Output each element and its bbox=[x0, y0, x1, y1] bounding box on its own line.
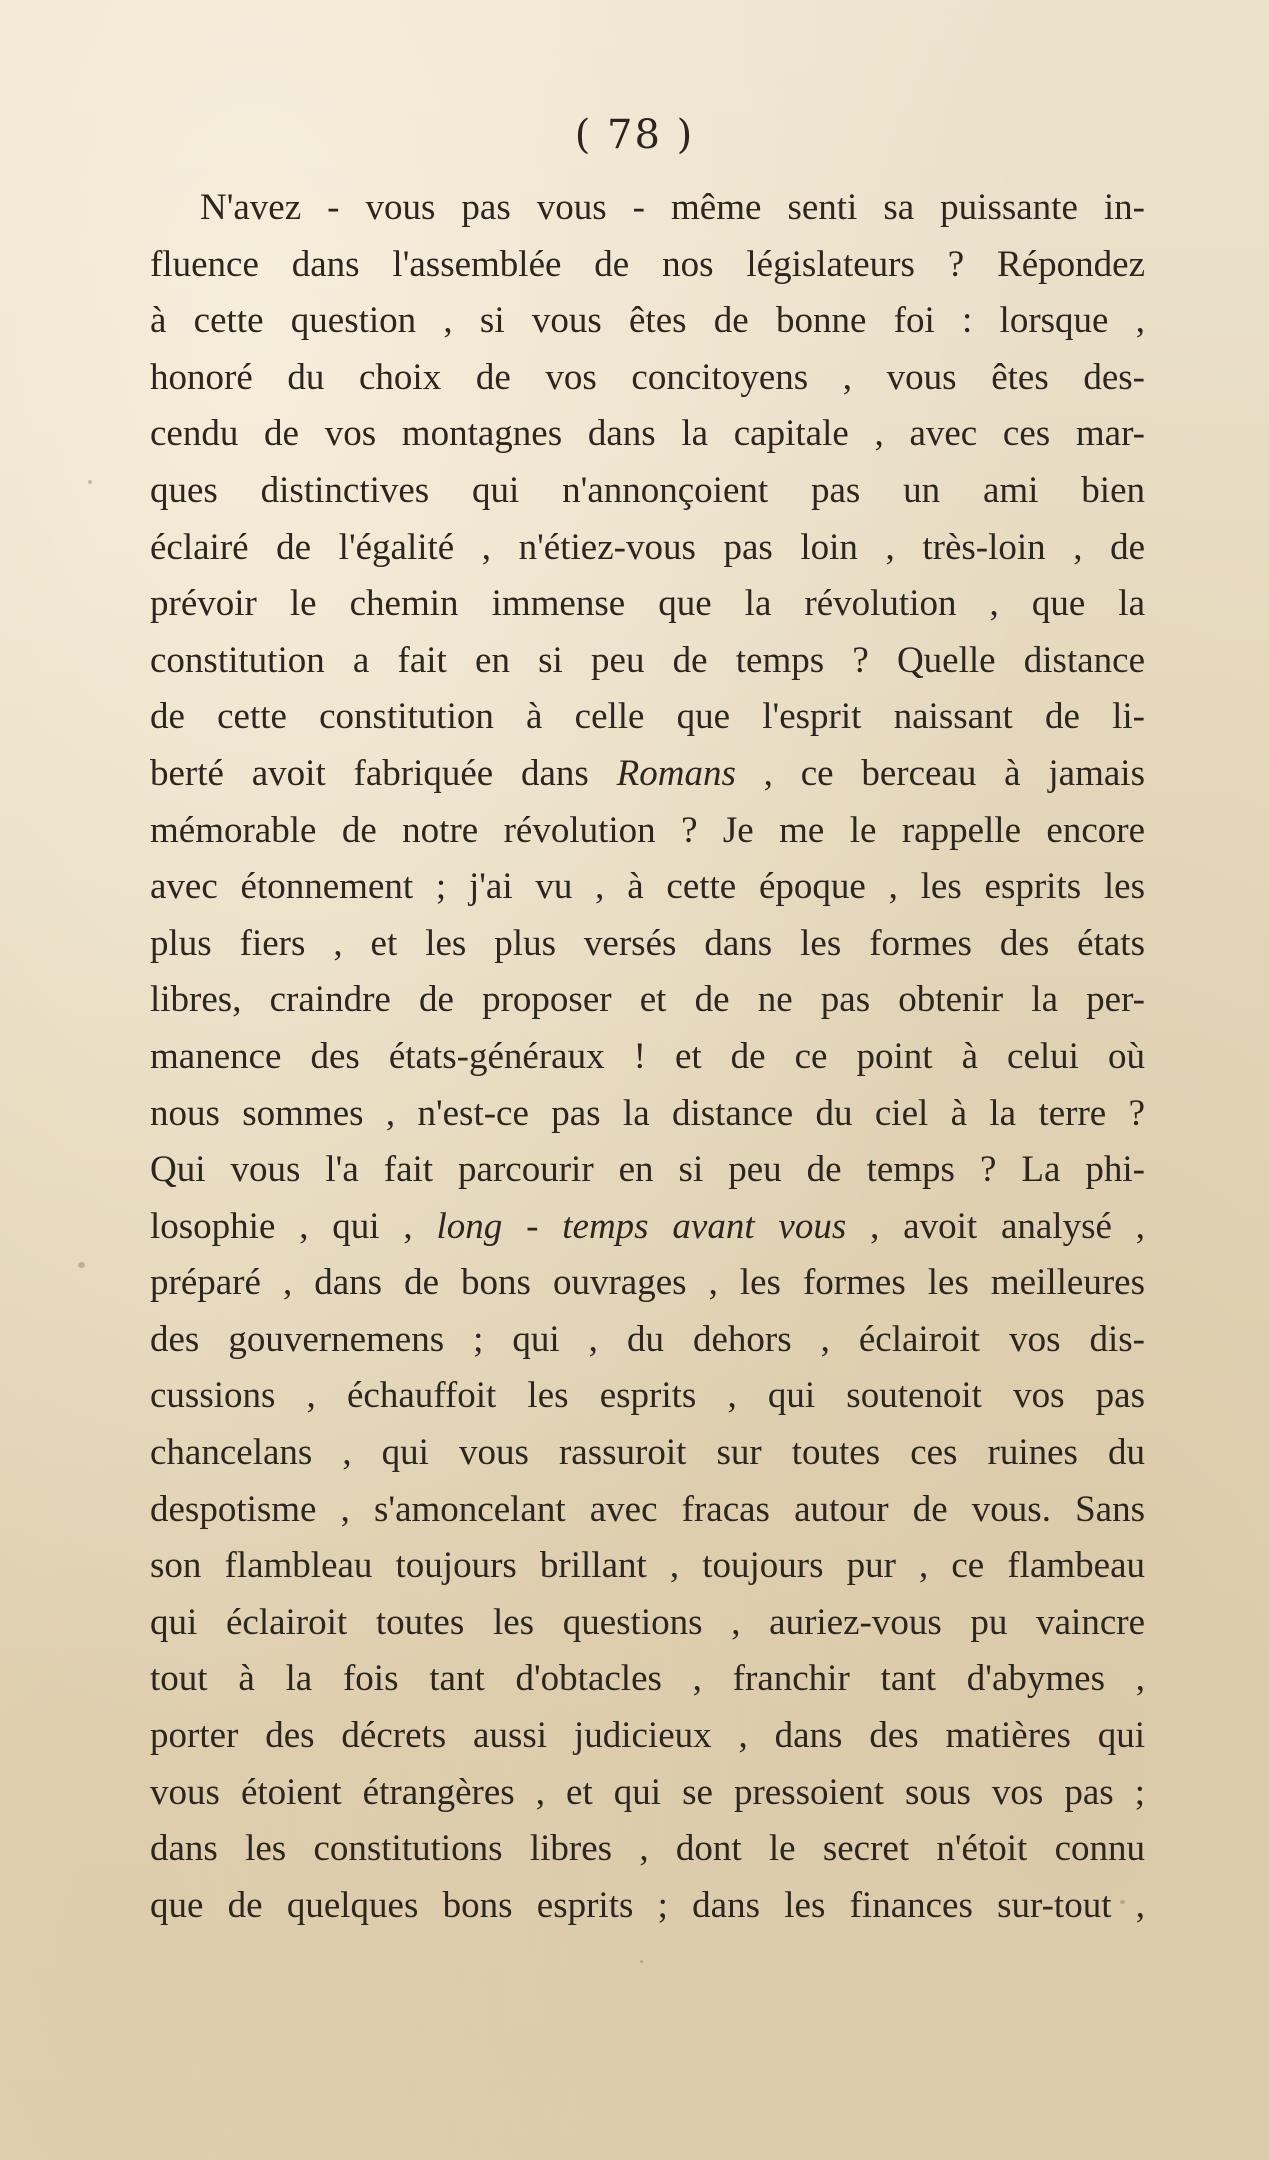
text-segment: prévoir le chemin immense que la révolution , que la bbox=[150, 583, 1145, 625]
text-segment: cussions , échauffoit les esprits , qui soutenoit vos pas bbox=[150, 1375, 1145, 1417]
paper-speck bbox=[640, 1960, 643, 1963]
text-segment: des gouvernemens ; qui , du dehors , éclairoit vos dis- bbox=[150, 1318, 1145, 1360]
text-line bbox=[150, 1199, 1145, 1256]
text-segment: tout à la fois tant d'obtacles , franchir tant d'abymes , bbox=[150, 1658, 1145, 1700]
page-number: ( 78 ) bbox=[574, 112, 695, 158]
text-line bbox=[150, 1821, 1145, 1878]
text-line bbox=[150, 1651, 1145, 1708]
text-line bbox=[150, 1086, 1145, 1143]
paper-speck bbox=[78, 1262, 85, 1268]
text-line bbox=[150, 1255, 1145, 1312]
text-line bbox=[150, 972, 1145, 1029]
text-segment: honoré du choix de vos concitoyens , vous êtes des- bbox=[150, 356, 1145, 398]
text-line bbox=[150, 1538, 1145, 1595]
italic-text: Romans bbox=[616, 752, 736, 794]
text-segment: berté avoit fabriquée dans bbox=[150, 752, 617, 794]
text-segment: , avoit analysé , bbox=[846, 1205, 1145, 1247]
text-line bbox=[150, 1425, 1145, 1482]
text-line bbox=[150, 406, 1145, 463]
text-segment: nous sommes , n'est-ce pas la distance du ciel à la terre ? bbox=[150, 1092, 1145, 1134]
text-segment: son flambleau toujours brillant , toujours pur , ce flambeau bbox=[150, 1545, 1145, 1587]
text-line bbox=[150, 689, 1145, 746]
text-segment: vous étoient étrangères , et qui se pressoient sous vos pas ; bbox=[150, 1771, 1145, 1813]
text-segment: mémorable de notre révolution ? Je me le rappelle encore bbox=[150, 809, 1145, 851]
text-line bbox=[150, 859, 1145, 916]
text-line bbox=[150, 293, 1145, 350]
text-segment: préparé , dans de bons ouvrages , les formes les meilleures bbox=[150, 1262, 1145, 1304]
text-segment: dans les constitutions libres , dont le secret n'étoit connu bbox=[150, 1828, 1145, 1870]
text-line bbox=[150, 633, 1145, 690]
text-segment: ques distinctives qui n'annonçoient pas un ami bien bbox=[150, 469, 1145, 511]
text-segment: cendu de vos montagnes dans la capitale , avec ces mar- bbox=[150, 413, 1145, 455]
text-line bbox=[150, 463, 1145, 520]
text-segment: libres, craindre de proposer et de ne pas obtenir la per- bbox=[150, 979, 1145, 1021]
text-line bbox=[150, 1708, 1145, 1765]
text-segment: que de quelques bons esprits ; dans les finances sur-tout , bbox=[150, 1884, 1145, 1926]
text-segment: despotisme , s'amoncelant avec fracas autour de vous. Sans bbox=[150, 1488, 1145, 1530]
text-segment: porter des décrets aussi judicieux , dans des matières qui bbox=[150, 1715, 1145, 1757]
text-segment: fluence dans l'assemblée de nos législateurs ? Répondez bbox=[150, 243, 1145, 285]
text-segment: à cette question , si vous êtes de bonne foi : lorsque , bbox=[150, 300, 1145, 342]
body-text bbox=[150, 180, 1145, 1934]
text-segment: chancelans , qui vous rassuroit sur toutes ces ruines du bbox=[150, 1432, 1145, 1474]
text-segment: constitution a fait en si peu de temps ? Quelle distance bbox=[150, 639, 1145, 681]
text-segment: qui éclairoit toutes les questions , auriez-vous pu vaincre bbox=[150, 1601, 1145, 1643]
text-line bbox=[150, 1029, 1145, 1086]
text-line bbox=[150, 1595, 1145, 1652]
text-line bbox=[150, 803, 1145, 860]
text-line bbox=[150, 746, 1145, 803]
text-line bbox=[150, 350, 1145, 407]
paper-speck bbox=[88, 480, 92, 484]
text-segment: losophie , qui , bbox=[150, 1205, 437, 1247]
text-line bbox=[150, 1482, 1145, 1539]
text-segment: , ce berceau à jamais bbox=[735, 752, 1145, 794]
text-segment: plus fiers , et les plus versés dans les formes des états bbox=[150, 922, 1145, 964]
text-line bbox=[150, 1142, 1145, 1199]
text-line bbox=[150, 1765, 1145, 1822]
text-segment: Qui vous l'a fait parcourir en si peu de temps ? La phi- bbox=[150, 1149, 1145, 1191]
text-line bbox=[150, 237, 1145, 294]
text-segment: manence des états-généraux ! et de ce point à celui où bbox=[150, 1035, 1145, 1077]
text-segment: N'avez - vous pas vous - même senti sa puissante in- bbox=[200, 187, 1145, 228]
text-line bbox=[150, 180, 1145, 237]
italic-text: long - temps avant vous bbox=[436, 1205, 847, 1247]
text-line bbox=[150, 520, 1145, 577]
text-line bbox=[150, 1312, 1145, 1369]
text-line bbox=[150, 1878, 1145, 1935]
text-line bbox=[150, 1368, 1145, 1425]
text-segment: avec étonnement ; j'ai vu , à cette époque , les esprits les bbox=[150, 866, 1145, 908]
text-segment: de cette constitution à celle que l'esprit naissant de li- bbox=[150, 696, 1145, 738]
text-line bbox=[150, 916, 1145, 973]
text-segment: éclairé de l'égalité , n'étiez-vous pas loin , très-loin , de bbox=[150, 526, 1145, 568]
text-line bbox=[150, 576, 1145, 633]
